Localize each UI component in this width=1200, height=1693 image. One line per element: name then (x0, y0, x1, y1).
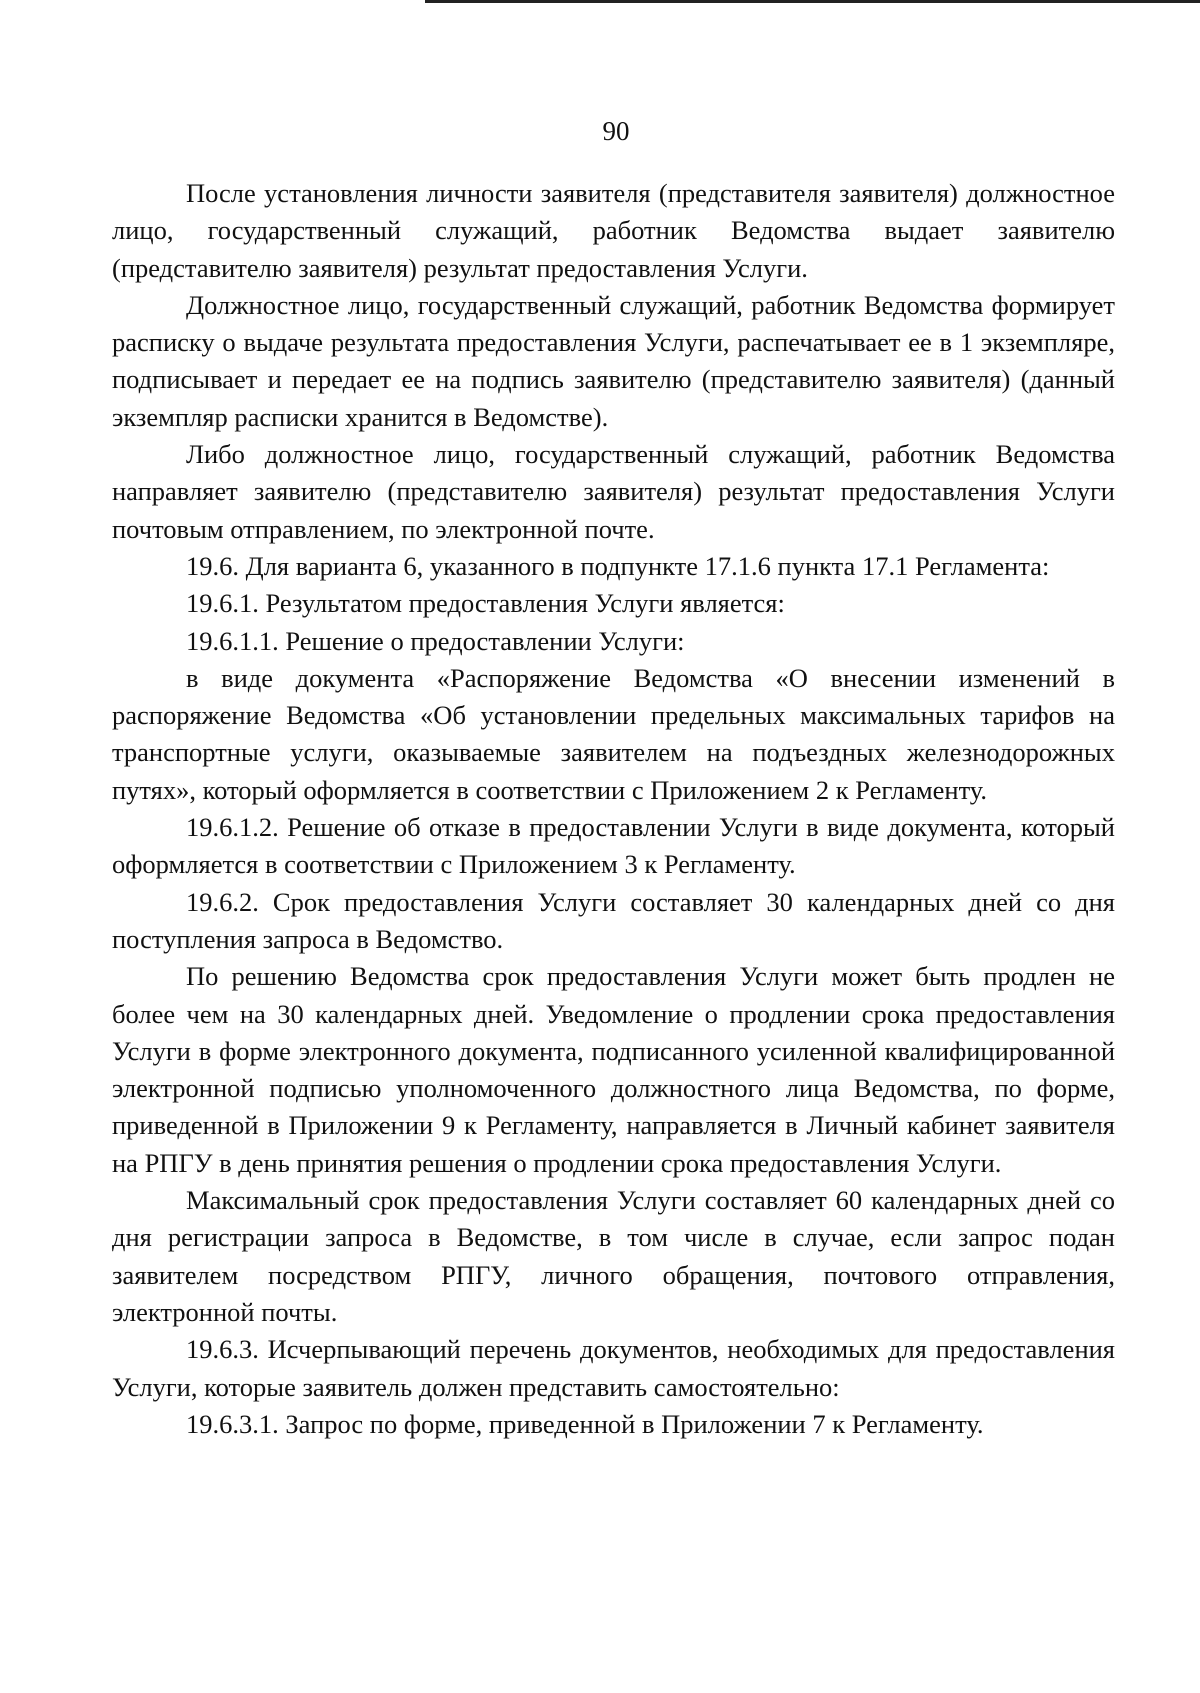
paragraph-term-extension: По решению Ведомства срок предоставления Услуги может быть продлен не более чем на 30 календарных дней. Уведомление о продлении срока предоставления Услуги в форме электронного документа, подписанного усиленной квалифицированной электронной подписью уполномоченного должностного лица Ведомства, по форме, приведенной в Приложении 9 к Регламенту, направляется в Личный кабинет заявителя на РПГУ в день принятия решения о продлении срока предоставления Услуги. (112, 961, 1115, 1178)
top-border-line (425, 0, 1200, 3)
paragraph-order-document: в виде документа «Распоряжение Ведомства «О внесении изменений в распоряжение Ведомства «Об установлении предельных максимальных тарифов на транспортные услуги, оказываемые заявителем на подъездных железнодорожных путях», который оформляется в соответствии с Приложением 2 к Регламенту. (112, 662, 1115, 805)
clause-19-6-3-1: 19.6.3.1. Запрос по форме, приведенной в Приложении 7 к Регламенту. (186, 1408, 984, 1439)
clause-19-6-2: 19.6.2. Срок предоставления Услуги составляет 30 календарных дней со дня поступления запроса в Ведомство. (112, 886, 1115, 954)
paragraph-postal-delivery: Либо должностное лицо, государственный служащий, работник Ведомства направляет заявителю (представителю заявителя) результат предоставления Услуги почтовым отправлением, по электронной почте. (112, 439, 1115, 544)
clause-19-6-1: 19.6.1. Результатом предоставления Услуги является: (186, 588, 785, 619)
clause-19-6-1-2: 19.6.1.2. Решение об отказе в предоставлении Услуги в виде документа, который оформляется в соответствии с Приложением 3 к Регламенту. (112, 812, 1115, 880)
page-number: 90 (602, 116, 630, 146)
clause-19-6-1-1: 19.6.1.1. Решение о предоставлении Услуги: (186, 625, 685, 656)
clause-19-6: 19.6. Для варианта 6, указанного в подпункте 17.1.6 пункта 17.1 Регламента: (186, 550, 1050, 581)
paragraph-result-issuance: После установления личности заявителя (представителя заявителя) должностное лицо, государственный служащий, работник Ведомства выдает заявителю (представителю заявителя) результат предоставления Услуги. (112, 178, 1115, 283)
paragraph-receipt-forming: Должностное лицо, государственный служащий, работник Ведомства формирует расписку о выдаче результата предоставления Услуги, распечатывает ее в 1 экземпляре, подписывает и передает ее на подпись заявителю (представителю заявителя) (данный экземпляр расписки хранится в Ведомстве). (112, 289, 1115, 432)
document-body (112, 175, 1115, 1443)
clause-19-6-3: 19.6.3. Исчерпывающий перечень документов, необходимых для предоставления Услуги, которые заявитель должен представить самостоятельно: (112, 1334, 1115, 1402)
paragraph-maximum-term: Максимальный срок предоставления Услуги составляет 60 календарных дней со дня регистрации запроса в Ведомстве, в том числе в случае, если запрос подан заявителем посредством РПГУ, личного обращения, почтового отправления, электронной почты. (112, 1185, 1115, 1327)
